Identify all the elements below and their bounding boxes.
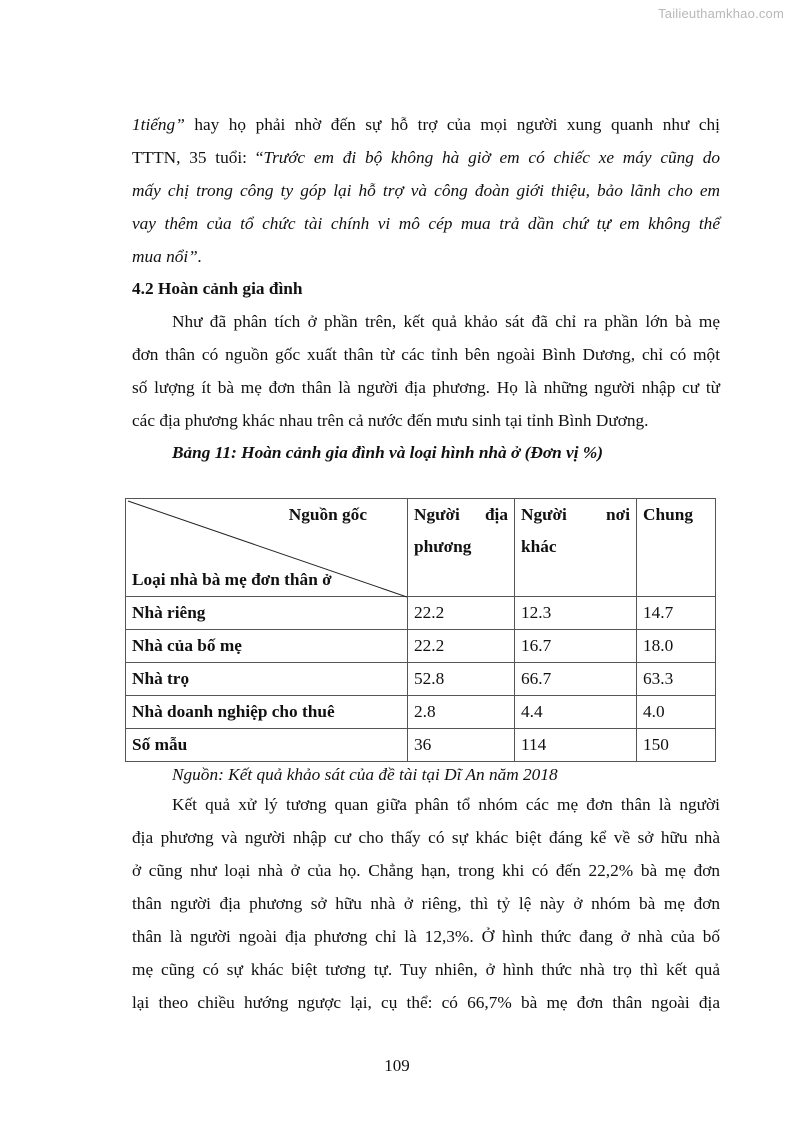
diagonal-header-cell (126, 499, 408, 597)
para1-line: đơn thân có nguồn gốc xuất thân từ các tỉnh bên ngoài Bình Dương, chỉ có một (132, 345, 720, 364)
cell: 63.3 (637, 663, 716, 696)
quote-text: mấy chị trong công ty góp lại hỗ trợ và công đoàn giới thiệu, bảo lãnh cho em (132, 181, 720, 200)
header-total (637, 499, 716, 597)
quote-text: vay thêm của tổ chức tài chính vi mô cép mua trả dần chứ tự em không thể (132, 214, 720, 233)
text: phương (414, 537, 472, 556)
cell: 52.8 (408, 663, 515, 696)
cell: 22.2 (408, 597, 515, 630)
intro-line-1 (132, 108, 720, 141)
para2-line: thân người địa phương sở hữu nhà ở riêng, thì tỷ lệ này ở nhóm bà mẹ đơn (132, 894, 720, 913)
table-row (126, 597, 716, 630)
quote-text: mua nổi”. (132, 247, 203, 266)
cell: 150 (637, 729, 716, 762)
para2-line: mẹ cũng có sự khác biệt tương tự. Tuy nhiên, ở hình thức nhà trọ thì kết quả (132, 960, 720, 979)
para2-line: địa phương và người nhập cư cho thấy có sự khác biệt đáng kể về sở hữu nhà (132, 828, 720, 847)
cell: 66.7 (515, 663, 637, 696)
row-label: Nhà trọ (126, 663, 408, 696)
table-row (126, 729, 716, 762)
para1-line: số lượng ít bà mẹ đơn thân là người địa phương. Họ là những người nhập cư từ (132, 378, 720, 397)
header-origin: Nguồn gốc (288, 505, 367, 524)
header-housing-type: Loại nhà bà mẹ đơn thân ở (132, 570, 332, 589)
section-heading: 4.2 Hoàn cảnh gia đình (132, 279, 303, 298)
para2-line: thân là người ngoài địa phương chỉ là 12,3%. Ở hình thức đang ở nhà của bố (132, 927, 720, 946)
row-label: Nhà riêng (126, 597, 408, 630)
quote-fragment: 1tiếng” (132, 115, 185, 134)
cell: 18.0 (637, 630, 716, 663)
table-row (126, 663, 716, 696)
para2-line: lại theo chiều hướng ngược lại, cụ thể: có 66,7% bà mẹ đơn thân ngoài địa (132, 993, 720, 1012)
cell: 16.7 (515, 630, 637, 663)
cell: 36 (408, 729, 515, 762)
para2-line: Kết quả xử lý tương quan giữa phân tổ nhóm các mẹ đơn thân là người (172, 795, 720, 814)
text: TTTN, 35 tuổi: “ (132, 148, 264, 167)
text: địa (484, 505, 508, 524)
table-caption: Bảng 11: Hoàn cảnh gia đình và loại hình nhà ở (Đơn vị %) (172, 443, 603, 462)
intro-line-2 (132, 141, 720, 174)
table-row (126, 696, 716, 729)
table-source: Nguồn: Kết quả khảo sát của đề tài tại Dĩ An năm 2018 (172, 765, 558, 784)
text: Chung (643, 505, 693, 524)
intro-line-3 (132, 174, 720, 207)
housing-table (125, 498, 716, 762)
page-number: 109 (384, 1056, 410, 1075)
text: nơi (606, 505, 630, 524)
intro-line-4 (132, 207, 720, 240)
row-label: Nhà doanh nghiệp cho thuê (126, 696, 408, 729)
table-header-row (126, 499, 716, 597)
cell: 2.8 (408, 696, 515, 729)
watermark: Tailieuthamkhao.com (658, 6, 784, 21)
text: hay họ phải nhờ đến sự hỗ trợ của mọi người xung quanh như chị (184, 115, 720, 134)
quote-text: Trước em đi bộ không hà giờ em có chiếc xe máy cũng do (263, 148, 720, 167)
table-row (126, 630, 716, 663)
header-other (515, 499, 637, 597)
text: Người (521, 505, 567, 524)
text: Người (414, 505, 460, 524)
cell: 22.2 (408, 630, 515, 663)
cell: 114 (515, 729, 637, 762)
cell: 12.3 (515, 597, 637, 630)
cell: 4.4 (515, 696, 637, 729)
row-label: Nhà của bố mẹ (126, 630, 408, 663)
row-label: Số mẫu (126, 729, 408, 762)
para2-line: ở cũng như loại nhà ở của họ. Chẳng hạn, trong khi có đến 22,2% bà mẹ đơn (132, 861, 720, 880)
header-local (408, 499, 515, 597)
para1-line: các địa phương khác nhau trên cả nước đến mưu sinh tại tỉnh Bình Dương. (132, 411, 649, 430)
cell: 14.7 (637, 597, 716, 630)
para1-line: Như đã phân tích ở phần trên, kết quả khảo sát đã chỉ ra phần lớn bà mẹ (172, 312, 720, 331)
cell: 4.0 (637, 696, 716, 729)
intro-line-5 (132, 240, 720, 273)
text: khác (521, 537, 557, 556)
